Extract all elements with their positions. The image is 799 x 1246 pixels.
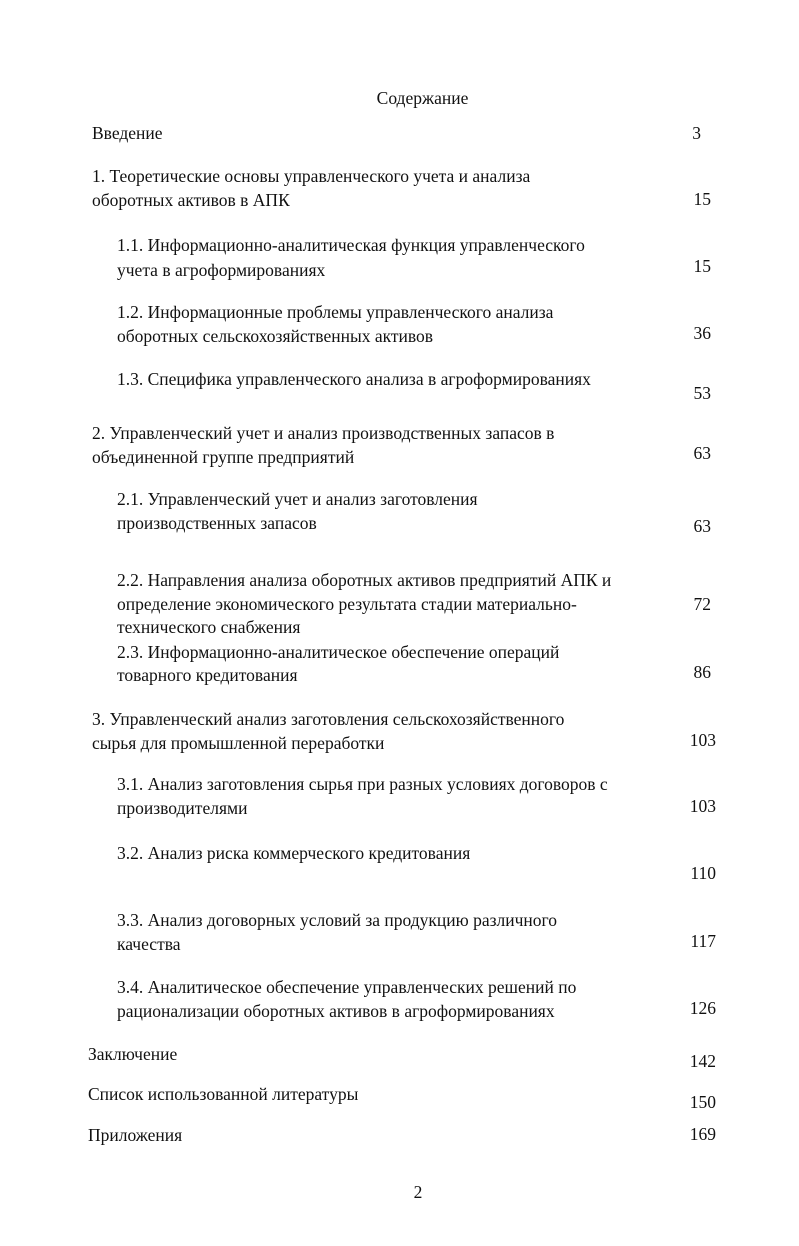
toc-page-number: 169	[689, 1124, 716, 1144]
toc-entry-section-3-3: качества	[117, 934, 181, 954]
toc-entry-section-1-2: оборотных сельскохозяйственных активов	[117, 326, 434, 346]
toc-entry-section-2-2: определение экономического результата стадии материально-	[117, 594, 577, 614]
toc-entry-introduction: Введение	[92, 123, 163, 143]
toc-entry-chapter-2: объединенной группе предприятий	[92, 447, 355, 467]
page-number: 2	[413, 1182, 423, 1202]
toc-entry-section-3-1: производителями	[117, 798, 248, 818]
toc-page-number: 53	[693, 383, 711, 403]
toc-page-number: 72	[693, 594, 711, 614]
toc-entry-section-2-2: технического снабжения	[117, 617, 301, 637]
toc-entry-chapter-3: сырья для промышленной переработки	[92, 733, 385, 753]
toc-entry-section-2-1: 2.1. Управленческий учет и анализ заготовления	[117, 489, 478, 509]
toc-entry-section-1-2: 1.2. Информационные проблемы управленческого анализа	[117, 302, 554, 322]
toc-page-number: 15	[693, 256, 711, 276]
toc-entry-section-3-4: рационализации оборотных активов в агроформированиях	[117, 1001, 555, 1021]
toc-page-number: 63	[693, 443, 711, 463]
toc-entry-chapter-2: 2. Управленческий учет и анализ производственных запасов в	[92, 423, 555, 443]
toc-page-number: 110	[690, 863, 716, 883]
toc-entry-bibliography: Список использованной литературы	[88, 1084, 359, 1104]
page-title: Содержание	[376, 88, 469, 108]
toc-page-number: 15	[693, 189, 711, 209]
toc-entry-section-1-1: учета в агроформированиях	[117, 260, 326, 280]
toc-entry-section-3-1: 3.1. Анализ заготовления сырья при разных условиях договоров с	[117, 774, 608, 794]
toc-page-number: 142	[689, 1051, 716, 1071]
toc-page-number: 3	[692, 123, 701, 143]
toc-entry-chapter-1: оборотных активов в АПК	[92, 190, 290, 210]
toc-page-number: 63	[693, 516, 711, 536]
toc-entry-section-2-1: производственных запасов	[117, 513, 317, 533]
toc-page-number: 150	[689, 1092, 716, 1112]
toc-entry-section-2-2: 2.2. Направления анализа оборотных активов предприятий АПК и	[117, 570, 612, 590]
toc-page-number: 86	[693, 662, 711, 682]
toc-entry-section-3-4: 3.4. Аналитическое обеспечение управленческих решений по	[117, 977, 577, 997]
toc-page-number: 117	[690, 931, 716, 951]
toc-entry-section-2-3: 2.3. Информационно-аналитическое обеспечение операций	[117, 642, 560, 662]
toc-page-number: 36	[693, 323, 711, 343]
toc-entry-section-1-1: 1.1. Информационно-аналитическая функция управленческого	[117, 235, 585, 255]
toc-entry-section-3-2: 3.2. Анализ риска коммерческого кредитования	[117, 843, 471, 863]
toc-entry-section-2-3: товарного кредитования	[117, 665, 298, 685]
toc-entry-section-3-3: 3.3. Анализ договорных условий за продукцию различного	[117, 910, 558, 930]
toc-entry-conclusion: Заключение	[88, 1044, 178, 1064]
toc-entry-section-1-3: 1.3. Специфика управленческого анализа в агроформированиях	[117, 369, 591, 389]
toc-page-number: 103	[689, 730, 716, 750]
toc-entry-appendices: Приложения	[88, 1125, 183, 1145]
toc-entry-chapter-3: 3. Управленческий анализ заготовления сельскохозяйственного	[92, 709, 565, 729]
toc-page-number: 103	[689, 796, 716, 816]
toc-page-number: 126	[689, 998, 716, 1018]
toc-entry-chapter-1: 1. Теоретические основы управленческого учета и анализа	[92, 166, 531, 186]
